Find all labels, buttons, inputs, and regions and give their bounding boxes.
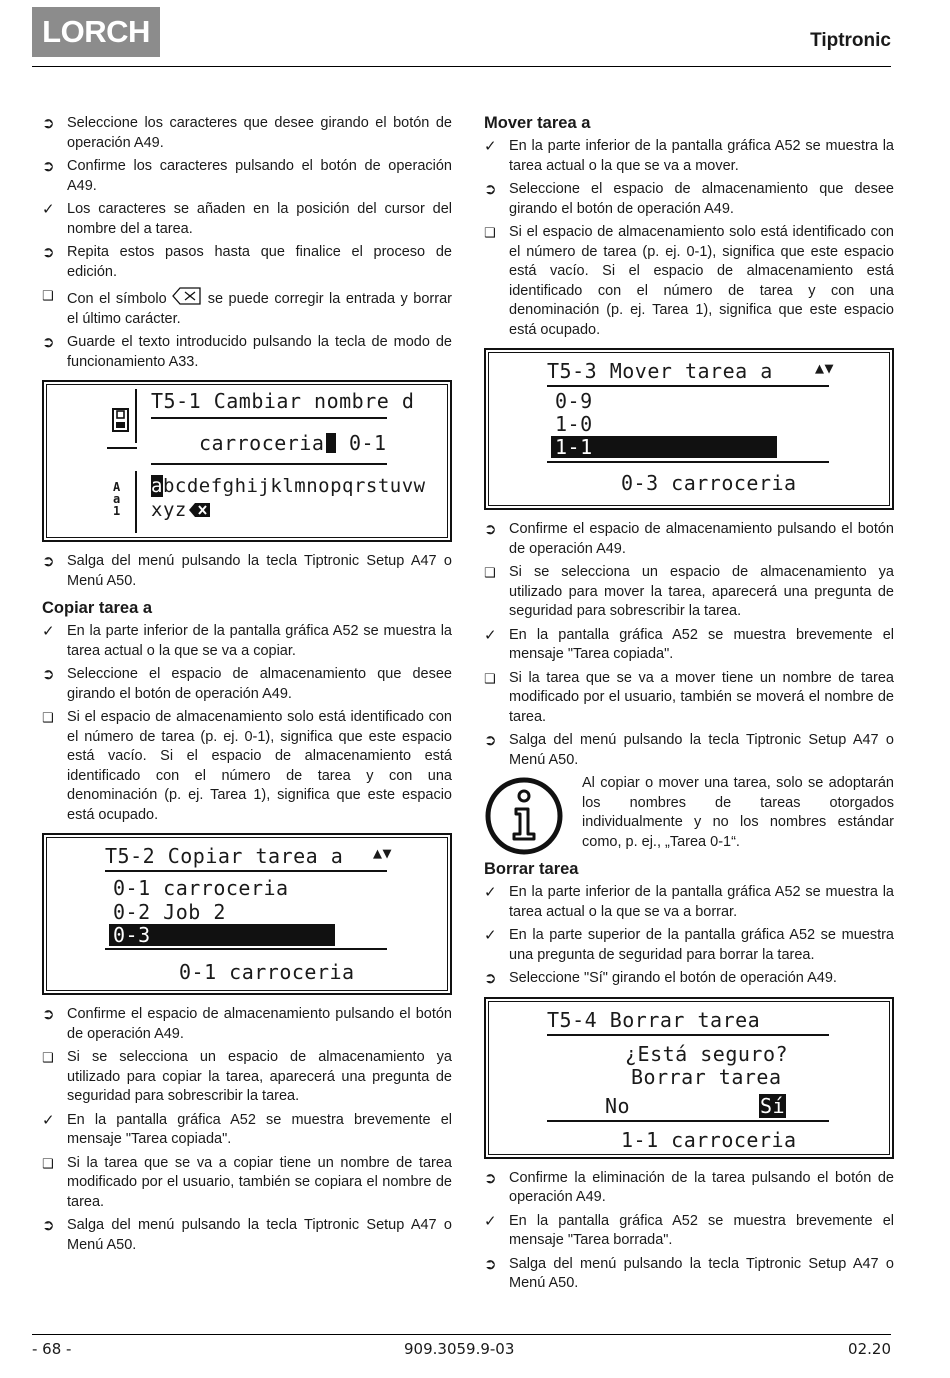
list-item <box>42 114 452 153</box>
item-text: Salga del menú pulsando la tecla Tiptronic Setup A47 o Menú A50. <box>509 732 894 768</box>
checkbox-bullet-icon: ❑ <box>484 565 496 580</box>
lcd-question: ¿Está seguro? <box>625 1041 789 1066</box>
arrow-bullet-icon: ➲ <box>484 732 497 749</box>
check-bullet-icon: ✓ <box>42 623 55 640</box>
input-mode-icon: A a 1 <box>113 480 121 518</box>
list-item <box>42 333 452 372</box>
checkbox-bullet-icon: ❑ <box>42 710 54 725</box>
list-item <box>42 708 452 825</box>
list-item <box>484 731 894 770</box>
lcd-name-field: carroceria 0-1 <box>199 431 387 455</box>
item-text: Seleccione el espacio de almacenamiento que desee girando el botón de operación A49. <box>67 666 452 702</box>
arrow-bullet-icon: ➲ <box>42 115 55 132</box>
heading-delete-job: Borrar tarea <box>484 860 579 878</box>
list-item <box>484 1255 894 1294</box>
heading-copy-job: Copiar tarea a <box>42 599 153 617</box>
instruction-list <box>42 114 452 282</box>
instruction-list <box>42 622 452 825</box>
lcd-option-yes-selected: Sí <box>760 1093 786 1118</box>
item-text: En la parte inferior de la pantalla gráfica A52 se muestra la tarea actual o la que se va a copiar. <box>67 623 452 659</box>
item-text: En la pantalla gráfica A52 se muestra brevemente el mensaje "Tarea copiada". <box>67 1111 452 1147</box>
save-disk-icon <box>111 407 131 433</box>
page-number: - 68 - <box>32 1340 72 1358</box>
right-column <box>484 114 894 1298</box>
lcd-footer: 0-1 carroceria <box>179 960 355 984</box>
item-text: Salga del menú pulsando la tecla Tiptronic Setup A47 o Menú A50. <box>67 553 452 589</box>
lcd-footer: 1-1 carroceria <box>621 1127 797 1152</box>
lcd-footer: 0-3 carroceria <box>621 471 797 495</box>
item-text: Si la tarea que se va a copiar tiene un nombre de tarea modificado por el usuario, también se copiara el nombre de tarea. <box>67 1154 452 1210</box>
item-text: En la parte superior de la pantalla gráfica A52 se muestra una pregunta de seguridad para borrar la tarea. <box>509 927 894 963</box>
check-bullet-icon: ✓ <box>484 1212 497 1230</box>
lcd-divider-vertical <box>135 471 137 533</box>
list-item <box>42 552 452 591</box>
lcd-row: 0-2 Job 2 <box>113 900 226 924</box>
list-item <box>42 286 452 329</box>
lcd-screen-delete <box>484 997 894 1159</box>
lcd-rule <box>151 417 387 419</box>
lcd-screen-move <box>484 348 894 510</box>
scroll-arrows-icon: ▲▼ <box>373 844 393 862</box>
lcd-row: 0-9 <box>555 389 593 413</box>
arrow-bullet-icon: ➲ <box>484 1169 497 1187</box>
list-item <box>484 520 894 559</box>
arrow-bullet-icon: ➲ <box>484 970 497 987</box>
item-text: Seleccione "Sí" girando el botón de operación A49. <box>509 970 837 986</box>
list-item <box>484 563 894 622</box>
check-bullet-icon: ✓ <box>484 884 497 901</box>
instruction-list <box>484 520 894 770</box>
arrow-bullet-icon: ➲ <box>42 553 55 570</box>
lcd-rule <box>547 1034 829 1036</box>
item-text: Con el símbolo <box>67 291 167 307</box>
left-column <box>42 114 452 1259</box>
item-text: Confirme el espacio de almacenamiento pulsando el botón de operación A49. <box>509 521 894 557</box>
item-text: En la parte inferior de la pantalla gráfica A52 se muestra la tarea actual o la que se va a borrar. <box>509 884 894 920</box>
arrow-bullet-icon: ➲ <box>42 1217 55 1234</box>
arrow-bullet-icon: ➲ <box>484 181 497 198</box>
lcd-rule <box>547 1120 829 1122</box>
instruction-list <box>42 1005 452 1255</box>
list-item <box>42 243 452 282</box>
document-date: 02.20 <box>848 1340 891 1358</box>
lcd-screen-copy <box>42 833 452 995</box>
item-text: Guarde el texto introducido pulsando la tecla de modo de funcionamiento A33. <box>67 334 452 370</box>
list-item <box>42 1154 452 1213</box>
item-text: Seleccione el espacio de almacenamiento que desee girando el botón de operación A49. <box>509 181 894 217</box>
check-bullet-icon: ✓ <box>484 626 497 644</box>
lcd-row: 1-0 <box>555 412 593 436</box>
lcd-title: T5-2 Copiar tarea a <box>105 844 344 868</box>
item-text: En la pantalla gráfica A52 se muestra brevemente el mensaje "Tarea borrada". <box>509 1212 894 1248</box>
check-bullet-icon: ✓ <box>484 138 497 155</box>
lcd-rule <box>547 385 829 387</box>
instruction-list <box>42 333 452 372</box>
item-text: Si se selecciona un espacio de almacenamiento ya utilizado para mover la tarea, aparecerá una pregunta de seguridad para sobrescribir la tarea. <box>509 564 894 619</box>
list-item <box>42 1048 452 1107</box>
lcd-title: T5-4 Borrar tarea <box>547 1007 761 1032</box>
lcd-divider-short <box>107 447 137 449</box>
item-text: Repita estos pasos hasta que finalice el proceso de edición. <box>67 244 452 280</box>
heading-move-job: Mover tarea a <box>484 114 591 132</box>
lcd-rule <box>151 463 387 465</box>
list-item <box>484 626 894 665</box>
list-item <box>484 1212 894 1251</box>
note-text: Al copiar o mover una tarea, solo se adoptarán los nombres de tareas otorgados individualmente y no los nombres estándar como, p. ej., „Tarea 0-1“. <box>582 775 894 850</box>
checkbox-bullet-icon: ❑ <box>42 1155 54 1171</box>
list-item <box>484 180 894 219</box>
arrow-bullet-icon: ➲ <box>42 158 55 175</box>
lcd-row-selected: 1-1 <box>551 436 777 458</box>
arrow-bullet-icon: ➲ <box>42 666 55 683</box>
list-item <box>484 969 894 989</box>
instruction-list <box>484 137 894 340</box>
instruction-list <box>484 883 894 989</box>
list-item <box>42 1111 452 1150</box>
lcd-option-no: No <box>605 1093 631 1118</box>
header-rule <box>32 66 891 67</box>
lcd-title: T5-3 Mover tarea a <box>547 359 773 383</box>
lorch-logo: LORCH <box>32 7 160 57</box>
lcd-subtitle: Borrar tarea <box>631 1064 782 1089</box>
section-title: Tiptronic <box>810 30 891 51</box>
item-text: Los caracteres se añaden en la posición del cursor del nombre del a tarea. <box>67 201 452 237</box>
instruction-list <box>42 552 452 591</box>
list-item <box>484 883 894 922</box>
arrow-bullet-icon: ➲ <box>42 244 55 261</box>
list-item <box>484 223 894 340</box>
document-number: 909.3059.9-03 <box>404 1340 515 1358</box>
instruction-list <box>484 1169 894 1294</box>
item-text: Salga del menú pulsando la tecla Tiptronic Setup A47 o Menú A50. <box>509 1255 894 1291</box>
list-item <box>42 622 452 661</box>
backspace-icon <box>189 502 211 518</box>
list-item <box>42 200 452 239</box>
check-bullet-icon: ✓ <box>484 927 497 944</box>
lcd-screen-rename <box>42 380 452 542</box>
item-text: Si el espacio de almacenamiento solo está identificado con el número de tarea (p. ej. 0-1), significa que este espacio está vacío. Si el espacio de almacenamiento está identificado con el número de tarea y con una denominación (p. ej. Tarea 1), significa que este espacio está ocupado. <box>509 224 894 338</box>
item-text: se puede corregir la entrada y borrar el último carácter. <box>67 291 452 327</box>
arrow-bullet-icon: ➲ <box>484 521 497 538</box>
list-item <box>42 1216 452 1255</box>
lcd-divider-vertical <box>135 389 137 443</box>
check-bullet-icon: ✓ <box>42 201 55 218</box>
lcd-row-selected: 0-3 <box>109 924 335 946</box>
list-item <box>42 1005 452 1044</box>
item-text: Si el espacio de almacenamiento solo está identificado con el número de tarea (p. ej. 0-1), significa que este espacio está vacío. Si el espacio de almacenamiento está identificado con el número de tarea y con una denominación (p. ej. Tarea 1), significa que este espacio está ocupado. <box>67 709 452 823</box>
lcd-row: 0-1 carroceria <box>113 876 289 900</box>
checkbox-bullet-icon: ❑ <box>484 670 496 686</box>
info-note <box>484 774 894 852</box>
check-bullet-icon: ✓ <box>42 1111 55 1129</box>
item-text: Confirme los caracteres pulsando el botón de operación A49. <box>67 158 452 194</box>
scroll-arrows-icon: ▲▼ <box>815 359 835 377</box>
lcd-rule <box>105 948 387 950</box>
info-icon <box>484 776 564 856</box>
arrow-bullet-icon: ➲ <box>42 1006 55 1023</box>
list-item <box>484 137 894 176</box>
item-text: Si se selecciona un espacio de almacenamiento ya utilizado para copiar la tarea, aparecerá una pregunta de seguridad para sobrescribir la tarea. <box>67 1049 452 1104</box>
item-text: Si la tarea que se va a mover tiene un nombre de tarea modificado por el usuario, también se moverá el nombre de tarea. <box>509 669 894 725</box>
item-text: En la parte inferior de la pantalla gráfica A52 se muestra la tarea actual o la que se va a mover. <box>509 138 894 174</box>
item-text: Seleccione los caracteres que desee girando el botón de operación A49. <box>67 115 452 151</box>
list-item <box>484 1169 894 1208</box>
list-item <box>484 669 894 728</box>
arrow-bullet-icon: ➲ <box>42 334 55 351</box>
lcd-charset-row1: abcdefghijklmnopqrstuvw <box>151 475 426 497</box>
item-text: Confirme la eliminación de la tarea pulsando el botón de operación A49. <box>509 1169 894 1205</box>
item-text: Confirme el espacio de almacenamiento pulsando el botón de operación A49. <box>67 1006 452 1042</box>
list-item <box>484 926 894 965</box>
backspace-symbol-icon <box>172 286 202 306</box>
list-item <box>42 157 452 196</box>
arrow-bullet-icon: ➲ <box>484 1255 497 1273</box>
checkbox-bullet-icon: ❑ <box>484 225 496 240</box>
item-text: Salga del menú pulsando la tecla Tiptronic Setup A47 o Menú A50. <box>67 1217 452 1253</box>
checkbox-bullet-icon: ❑ <box>42 1050 54 1065</box>
footer-rule <box>32 1334 891 1335</box>
lcd-title: T5-1 Cambiar nombre d <box>151 389 415 413</box>
item-text: En la pantalla gráfica A52 se muestra brevemente el mensaje "Tarea copiada". <box>509 626 894 662</box>
lcd-rule <box>547 461 829 463</box>
list-item <box>42 665 452 704</box>
lcd-rule <box>105 870 387 872</box>
lcd-charset-row2: xyz <box>151 499 211 521</box>
checkbox-bullet-icon: ❑ <box>42 288 54 303</box>
